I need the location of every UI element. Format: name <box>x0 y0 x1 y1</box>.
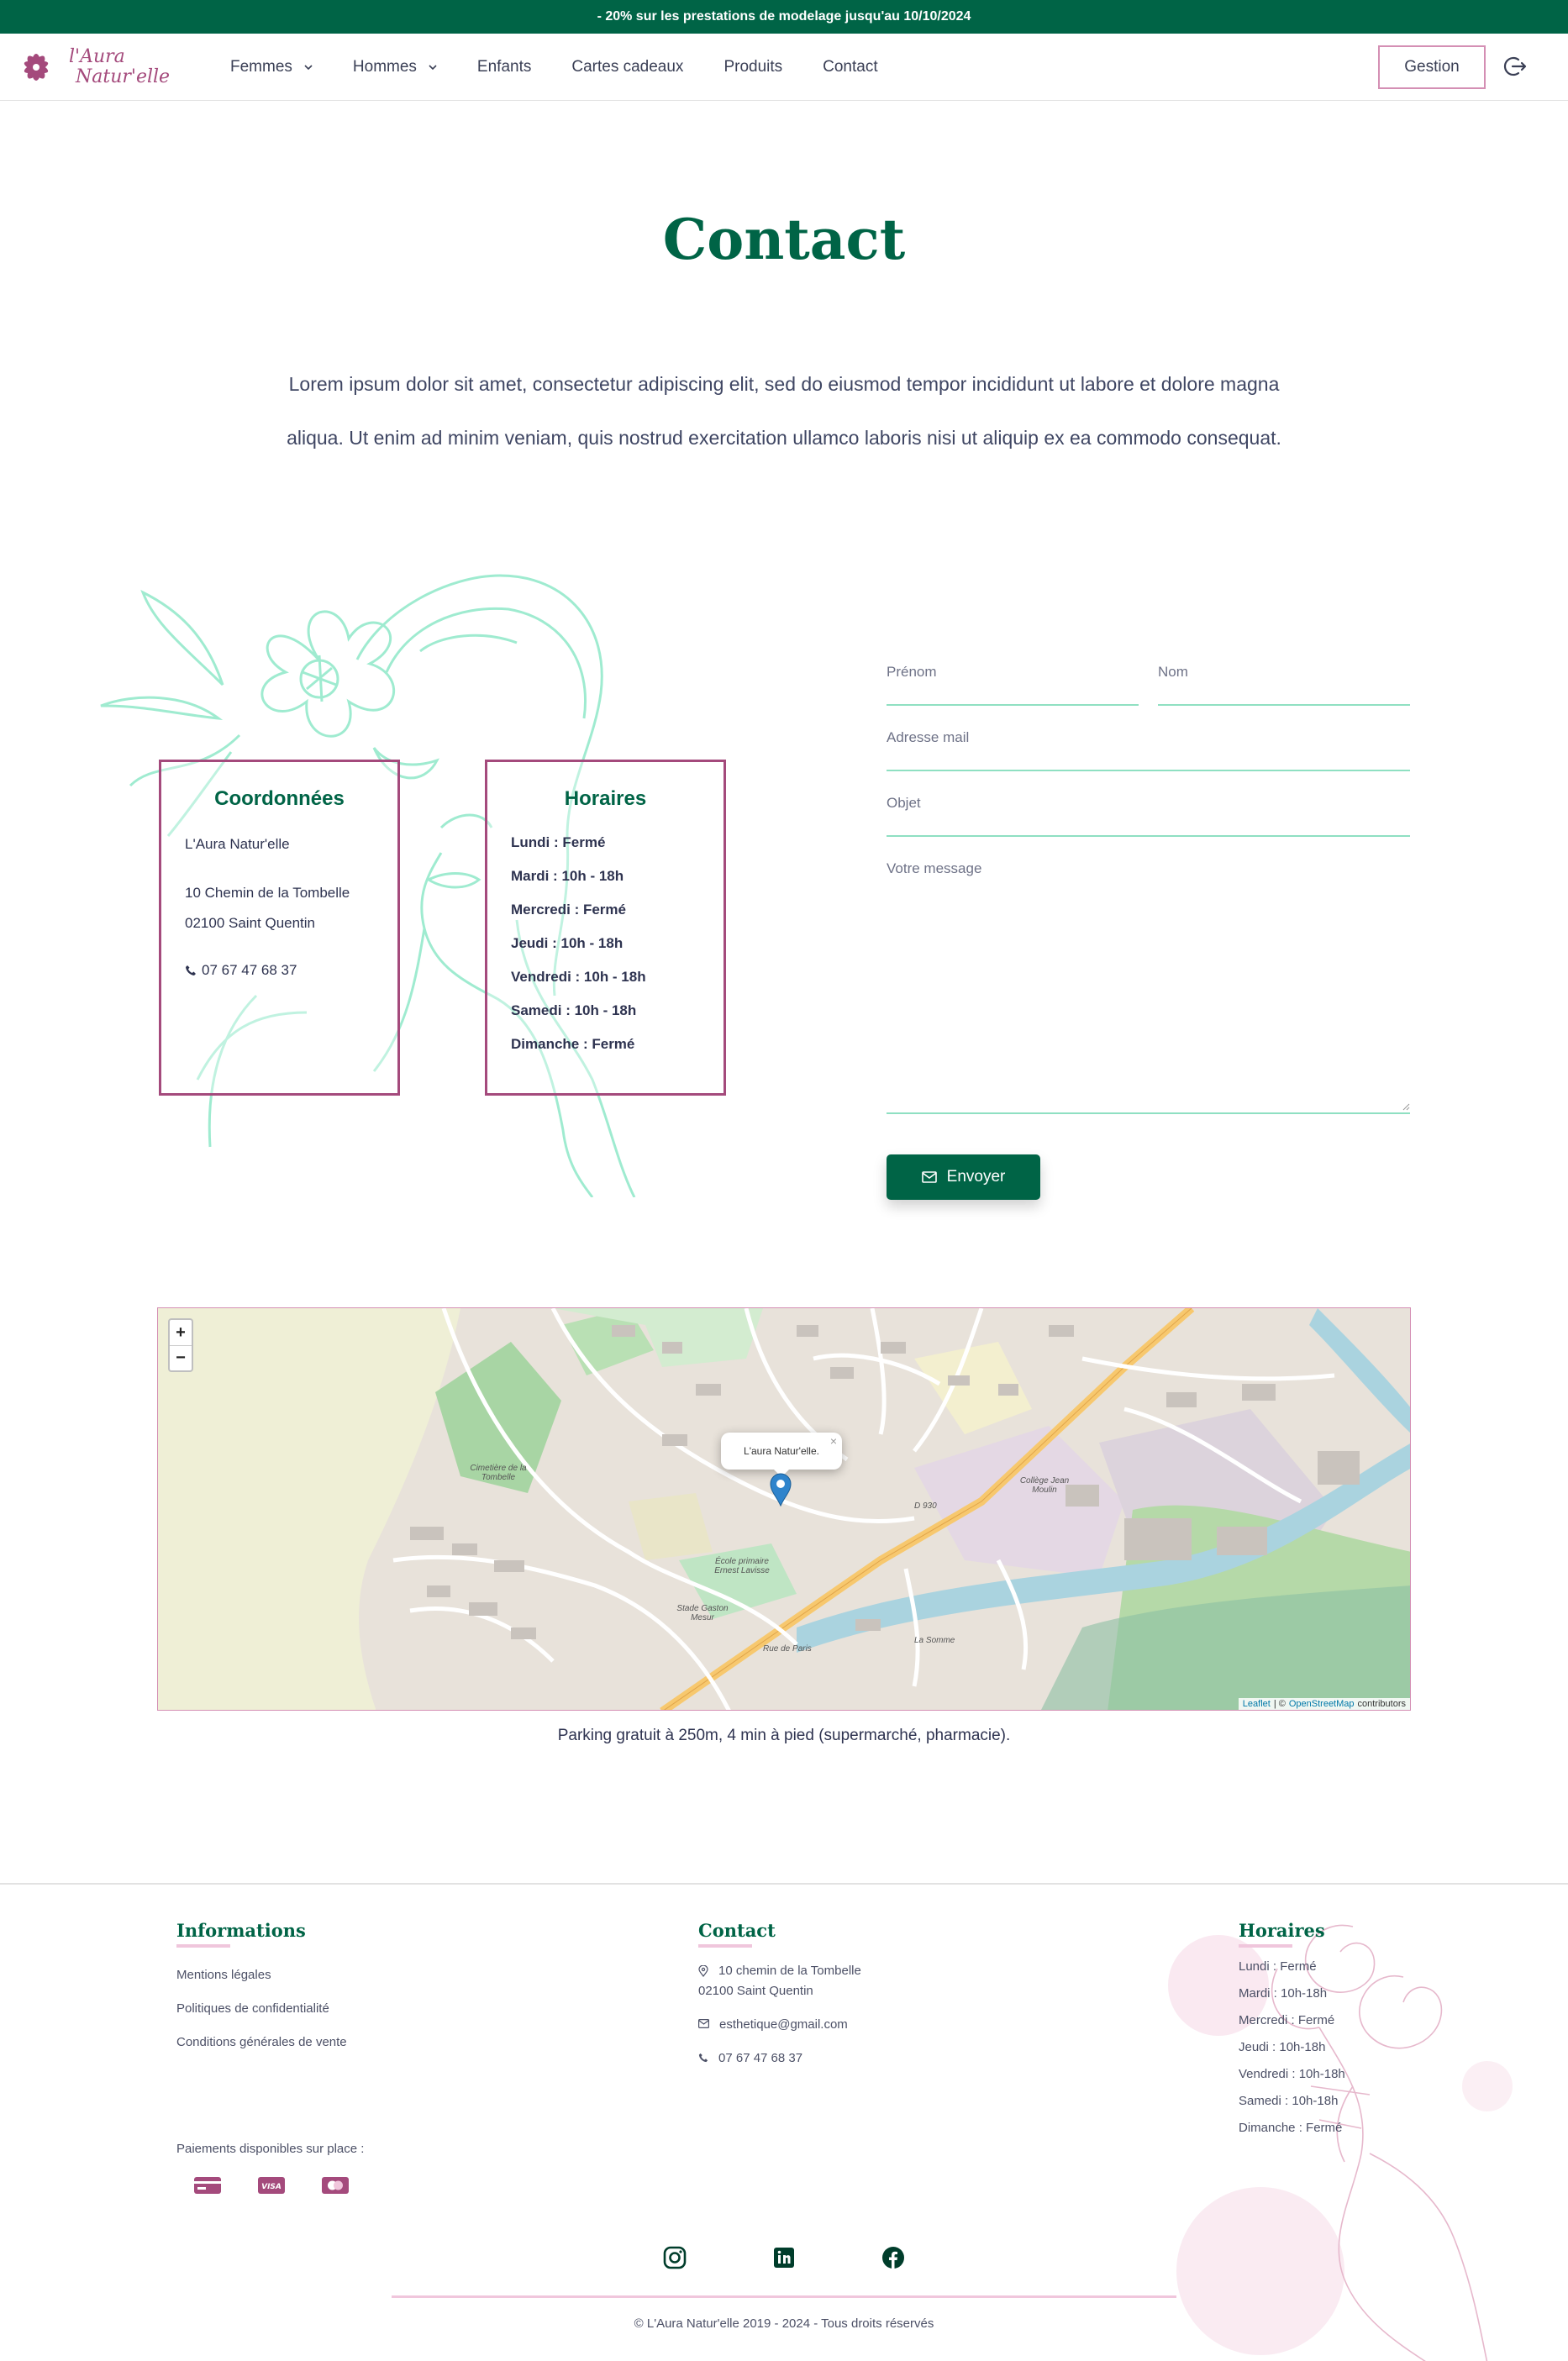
hours-tuesday: Mardi : 10h - 18h <box>511 868 624 884</box>
hours-saturday: Samedi : 10h - 18h <box>511 1002 637 1018</box>
map-label-college: Collège Jean Moulin <box>1019 1476 1070 1495</box>
title-underline <box>176 1944 230 1948</box>
location-pin-icon <box>698 1965 708 1977</box>
business-name: L'Aura Natur'elle <box>185 836 290 852</box>
visa-icon <box>257 2175 286 2195</box>
hours-monday: Lundi : Fermé <box>511 834 606 850</box>
address-street: 10 Chemin de la Tombelle <box>185 885 350 901</box>
footer-contact <box>698 1920 861 2069</box>
message-textarea[interactable] <box>887 860 1410 1114</box>
first-name-input[interactable]: Prénom <box>887 664 1139 706</box>
hours-sunday: Dimanche : Fermé <box>511 1036 635 1052</box>
promo-banner-text: - 20% sur les prestations de modelage jusqu'au 10/10/2024 <box>597 9 971 24</box>
hours-thursday: Jeudi : 10h - 18h <box>511 935 624 951</box>
resize-handle-icon[interactable] <box>1402 1102 1410 1111</box>
footer-email-text: esthetique@gmail.com <box>719 2017 848 2032</box>
location-map[interactable] <box>157 1307 1411 1711</box>
payment-icons <box>193 2175 350 2195</box>
map-label-rue-de-paris: Rue de Paris <box>763 1644 812 1654</box>
logout-icon[interactable] <box>1502 54 1528 79</box>
mastercard-icon <box>321 2175 350 2195</box>
attribution-suffix: contributors <box>1357 1699 1406 1709</box>
phone-number: 07 67 47 68 37 <box>202 962 297 978</box>
nav-hommes[interactable] <box>353 58 437 76</box>
footer <box>0 1883 1568 2361</box>
hours-friday: Vendredi : 10h - 18h <box>511 969 646 985</box>
map-popup <box>721 1433 842 1470</box>
logo-line-2: Natur'elle <box>76 66 171 87</box>
title-underline <box>1239 1944 1292 1948</box>
hours-title: Horaires <box>564 787 647 810</box>
map-attribution <box>1239 1698 1410 1710</box>
logo-text <box>69 47 170 87</box>
instagram-icon[interactable] <box>662 2245 687 2270</box>
intro-text: Lorem ipsum dolor sit amet, consectetur adipiscing elit, sed do eiusmod tempor incididunt ut labore et dolore magna aliqua. Ut enim ad minim veniam, quis nostrud exercitation ullamco laboris nisi ut aliquip ex ea commodo consequat. <box>287 373 1281 449</box>
nav-produits-label: Produits <box>723 58 783 76</box>
phone-line[interactable] <box>185 962 374 979</box>
map-popup-text: L'aura Natur'elle. <box>744 1445 819 1457</box>
footer-address-line1: 10 chemin de la Tombelle <box>718 1964 861 1978</box>
gestion-button[interactable]: Gestion <box>1378 45 1486 89</box>
chevron-down-icon <box>429 63 437 71</box>
nav-hommes-label: Hommes <box>352 58 417 76</box>
osm-link[interactable]: OpenStreetMap <box>1288 1699 1355 1709</box>
footer-hours-wednesday: Mercredi : Fermé <box>1239 2013 1335 2027</box>
footer-informations-title: Informations <box>176 1920 306 1941</box>
svg-text:VISA: VISA <box>261 2183 282 2191</box>
legal-notice-link[interactable]: Mentions légales <box>176 1968 271 1982</box>
nav-cartes-cadeaux-label: Cartes cadeaux <box>571 58 684 76</box>
nav-contact[interactable] <box>823 58 877 76</box>
map-zoom-control <box>168 1318 193 1372</box>
nav-contact-label: Contact <box>823 58 878 76</box>
chevron-down-icon <box>304 63 313 71</box>
map-label-somme: La Somme <box>914 1636 955 1645</box>
leaflet-link[interactable]: Leaflet <box>1242 1699 1271 1709</box>
map-label-stadium: Stade Gaston Mesur <box>676 1604 729 1622</box>
nav-cartes-cadeaux[interactable] <box>571 58 683 76</box>
zoom-in-button[interactable]: + <box>176 1322 186 1342</box>
main-menu <box>230 34 918 101</box>
social-links <box>662 2245 906 2270</box>
send-button[interactable] <box>887 1154 1040 1200</box>
facebook-icon[interactable] <box>881 2245 906 2270</box>
footer-hours-title: Horaires <box>1239 1920 1325 1941</box>
footer-hours-tuesday: Mardi : 10h-18h <box>1239 1986 1328 2001</box>
footer-phone-text: 07 67 47 68 37 <box>718 2051 803 2065</box>
footer-contact-title: Contact <box>698 1920 776 1941</box>
linkedin-icon[interactable] <box>771 2245 797 2270</box>
page-title: Contact <box>662 207 906 272</box>
map-label-school: École primaire Ernest Lavisse <box>714 1557 770 1575</box>
phone-icon <box>698 2053 708 2063</box>
address-city: 02100 Saint Quentin <box>185 915 316 931</box>
send-button-label: Envoyer <box>946 1168 1006 1186</box>
email-input[interactable]: Adresse mail <box>887 729 1410 771</box>
last-name-input[interactable]: Nom <box>1158 664 1410 706</box>
lotus-logo-icon <box>12 40 61 94</box>
attribution-separator: | © <box>1273 1699 1286 1709</box>
footer-email[interactable] <box>698 2015 861 2035</box>
footer-hours-friday: Vendredi : 10h-18h <box>1239 2067 1345 2081</box>
map-marker-icon[interactable] <box>770 1473 792 1507</box>
card-icon <box>193 2175 222 2195</box>
subject-input[interactable]: Objet <box>887 795 1410 837</box>
nav-produits[interactable] <box>723 58 782 76</box>
privacy-policy-link[interactable]: Politiques de confidentialité <box>176 2001 329 2016</box>
copyright: © L'Aura Natur'elle 2019 - 2024 - Tous droits réservés <box>634 2316 934 2331</box>
map-label-d930: D 930 <box>914 1501 937 1511</box>
zoom-out-button[interactable]: − <box>170 1345 192 1370</box>
nav-femmes[interactable] <box>230 58 313 76</box>
footer-address-line2: 02100 Saint Quentin <box>698 1984 813 1998</box>
footer-informations <box>176 1920 347 2050</box>
phone-icon <box>185 965 197 976</box>
mail-icon <box>698 2019 709 2028</box>
footer-phone[interactable] <box>698 2048 861 2069</box>
popup-close-button[interactable]: × <box>829 1434 837 1448</box>
footer-address <box>698 1961 861 2001</box>
nav-enfants[interactable] <box>477 58 531 76</box>
coordinates-title: Coordonnées <box>214 787 345 810</box>
coordinates-card <box>159 760 400 1096</box>
map-label-cemetery: Cimetière de la Tombelle <box>470 1464 527 1482</box>
footer-hours <box>1239 1920 1345 2136</box>
logo[interactable] <box>12 40 170 94</box>
message-placeholder: Votre message <box>887 860 982 876</box>
footer-hours-monday: Lundi : Fermé <box>1239 1959 1317 1974</box>
nav-femmes-label: Femmes <box>230 58 292 76</box>
send-mail-icon <box>922 1171 937 1183</box>
footer-hours-thursday: Jeudi : 10h-18h <box>1239 2040 1326 2054</box>
footer-hours-sunday: Dimanche : Fermé <box>1239 2121 1343 2135</box>
parking-note: Parking gratuit à 250m, 4 min à pied (supermarché, pharmacie). <box>557 1727 1011 1744</box>
title-underline <box>698 1944 752 1948</box>
top-navbar <box>0 34 1568 101</box>
opening-hours-card <box>485 760 726 1096</box>
payments-title: Paiements disponibles sur place : <box>176 2142 365 2156</box>
hours-wednesday: Mercredi : Fermé <box>511 902 626 918</box>
footer-divider <box>392 2295 1176 2298</box>
logo-line-1: l'Aura <box>69 46 125 67</box>
footer-hours-saturday: Samedi : 10h-18h <box>1239 2094 1339 2108</box>
promo-banner <box>0 0 1568 34</box>
nav-enfants-label: Enfants <box>476 58 532 76</box>
terms-of-sale-link[interactable]: Conditions générales de vente <box>176 2035 347 2049</box>
